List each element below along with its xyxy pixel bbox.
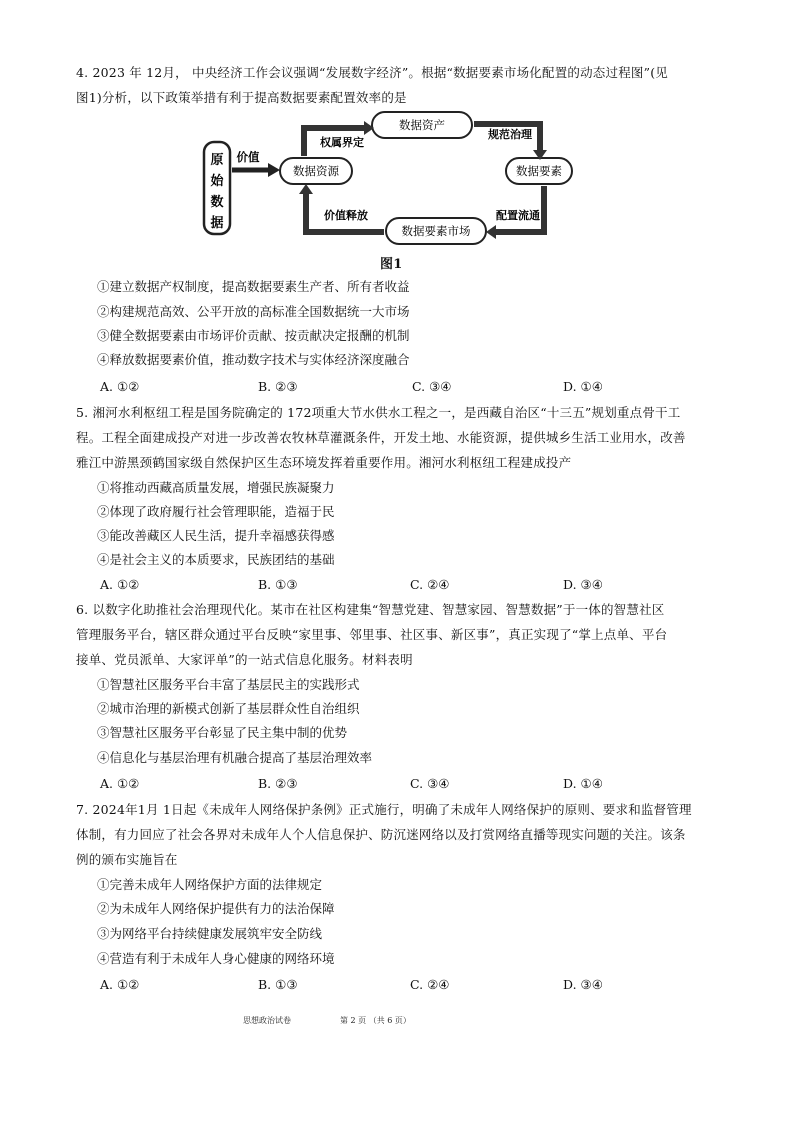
q6-stem-line1: 6. 以数字化助推社会治理现代化。某市在社区构建集“智慧党建、智慧家园、智慧数据”于一体的智慧社区 xyxy=(76,602,665,617)
q5-option-3: ③能改善藏区人民生活，提升幸福感获得感 xyxy=(97,528,335,543)
q4-choice-c[interactable]: C. ③④ xyxy=(412,379,452,394)
q5-option-4: ④是社会主义的本质要求，民族团结的基础 xyxy=(97,552,335,567)
q4-stem-line2: 图1)分析，以下政策举措有利于提高数据要素配置效率的是 xyxy=(76,90,407,105)
data-element-label: 数据要素 xyxy=(516,164,562,178)
figure-1-flow-diagram xyxy=(196,108,576,278)
figure-caption: 图1 xyxy=(380,257,403,272)
q7-choice-d[interactable]: D. ③④ xyxy=(563,977,603,992)
q6-option-3: ③智慧社区服务平台彰显了民主集中制的优势 xyxy=(97,725,348,740)
raw-data-box xyxy=(204,142,230,234)
q4-choice-d[interactable]: D. ①④ xyxy=(563,379,603,394)
q6-choice-d[interactable]: D. ①④ xyxy=(563,776,603,791)
q5-stem-line2: 程。工程全面建成投产对进一步改善农牧林草灌溉条件，开发土地、水能资源，提供城乡生活工业用水，改善 xyxy=(76,430,686,445)
value-label: 价值 xyxy=(236,150,260,164)
raw-data-char-2: 始 xyxy=(210,174,224,189)
q4-choice-b[interactable]: B. ②③ xyxy=(258,379,298,394)
q7-stem-line1: 7. 2024年1月 1日起《未成年人网络保护条例》正式施行，明确了未成年人网络保护的原则、要求和监督管理 xyxy=(76,802,692,817)
q7-option-2: ②为未成年人网络保护提供有力的法治保障 xyxy=(97,901,335,916)
q4-choice-a[interactable]: A. ①② xyxy=(100,379,140,394)
q5-choice-b[interactable]: B. ①③ xyxy=(258,577,298,592)
q4-option-4: ④释放数据要素价值，推动数字技术与实体经济深度融合 xyxy=(97,352,410,367)
q7-stem-line2: 体制，有力回应了社会各界对未成年人个人信息保护、防沉迷网络以及打赏网络直播等现实问题的关注。该条 xyxy=(76,827,686,842)
q7-choice-a[interactable]: A. ①② xyxy=(100,977,140,992)
data-market-label: 数据要素市场 xyxy=(401,224,471,238)
flow-label: 配置流通 xyxy=(496,209,540,222)
q5-stem-line1: 5. 湘河水利枢纽工程是国务院确定的 172项重大节水供水工程之一，是西藏自治区“十三五”规划重点骨干工 xyxy=(76,405,681,420)
q6-option-4: ④信息化与基层治理有机融合提高了基层治理效率 xyxy=(97,750,373,765)
q5-stem-line3: 雅江中游黑颈鹤国家级自然保护区生态环境发挥着重要作用。湘河水利枢纽工程建成投产 xyxy=(76,455,572,470)
footer-page-number: 第 2 页 （共 6 页） xyxy=(340,1016,411,1025)
raw-data-char-1: 原 xyxy=(210,153,224,168)
data-asset-label: 数据资产 xyxy=(399,118,445,132)
q6-stem-line2: 管理服务平台，辖区群众通过平台反映“家里事、邻里事、社区事、新区事”，真正实现了“掌上点单、平台 xyxy=(76,627,668,642)
q6-option-1: ①智慧社区服务平台丰富了基层民主的实践形式 xyxy=(97,677,360,692)
q5-choice-d[interactable]: D. ③④ xyxy=(563,577,603,592)
raw-data-char-3: 数 xyxy=(210,195,224,210)
q4-option-1: ①建立数据产权制度，提高数据要素生产者、所有者收益 xyxy=(97,279,410,294)
release-label: 价值释放 xyxy=(324,209,368,222)
q7-option-1: ①完善未成年人网络保护方面的法律规定 xyxy=(97,877,323,892)
governance-label: 规范治理 xyxy=(488,128,532,141)
q6-choice-b[interactable]: B. ②③ xyxy=(258,776,298,791)
q4-option-3: ③健全数据要素由市场评价贡献、按贡献决定报酬的机制 xyxy=(97,328,410,343)
q6-stem-line3: 接单、党员派单、大家评单”的一站式信息化服务。材料表明 xyxy=(76,652,413,667)
q7-option-3: ③为网络平台持续健康发展筑牢安全防线 xyxy=(97,926,323,941)
rights-label: 权属界定 xyxy=(320,136,364,149)
q5-option-2: ②体现了政府履行社会管理职能，造福于民 xyxy=(97,504,335,519)
q4-option-2: ②构建规范高效、公平开放的高标准全国数据统一大市场 xyxy=(97,304,410,319)
q5-choice-a[interactable]: A. ①② xyxy=(100,577,140,592)
data-resource-label: 数据资源 xyxy=(293,164,339,178)
q5-choice-c[interactable]: C. ②④ xyxy=(410,577,450,592)
footer-subject: 思想政治试卷 xyxy=(243,1016,291,1025)
q6-choice-a[interactable]: A. ①② xyxy=(100,776,140,791)
q5-option-1: ①将推动西藏高质量发展，增强民族凝聚力 xyxy=(97,480,335,495)
q7-stem-line3: 例的颁布实施旨在 xyxy=(76,852,178,867)
q7-option-4: ④营造有利于未成年人身心健康的网络环境 xyxy=(97,951,335,966)
q6-option-2: ②城市治理的新模式创新了基层群众性自治组织 xyxy=(97,701,360,716)
q7-choice-b[interactable]: B. ①③ xyxy=(258,977,298,992)
q7-choice-c[interactable]: C. ②④ xyxy=(410,977,450,992)
raw-data-char-4: 据 xyxy=(210,216,224,231)
q4-stem-line1: 4. 2023 年 12月， 中央经济工作会议强调“发展数字经济”。根据“数据要素市场化配置的动态过程图”(见 xyxy=(76,65,668,80)
q6-choice-c[interactable]: C. ③④ xyxy=(410,776,450,791)
